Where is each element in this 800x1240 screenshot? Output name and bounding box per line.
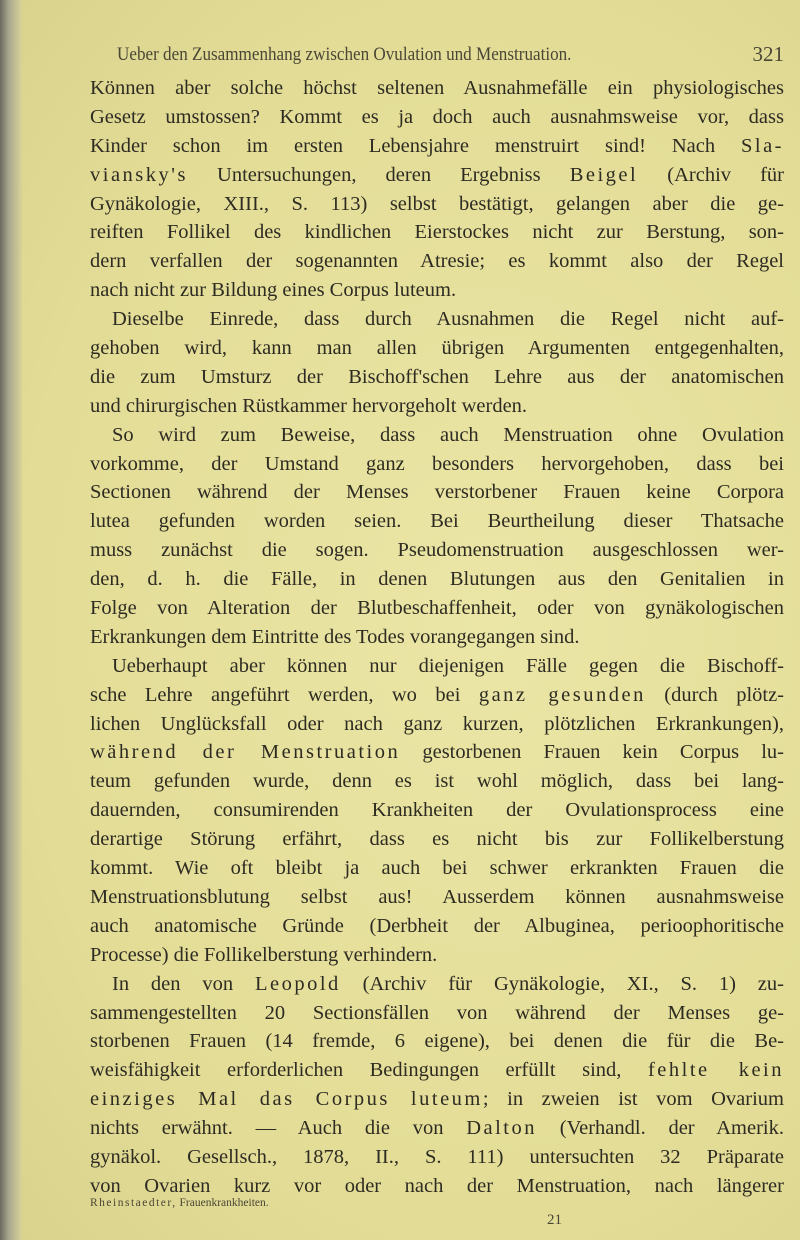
running-title: Ueber den Zusammenhang zwischen Ovulation und Menstruation. [117, 44, 572, 65]
text-line [90, 74, 784, 103]
text-segment: ; in zweien ist vom Ovarium [482, 1088, 784, 1111]
text-segment: Untersuchungen, deren Ergebniss [187, 163, 570, 186]
text-segment: nichts erwähnt. — Auch die von [90, 1117, 467, 1140]
text-line [90, 507, 784, 536]
text-segment: Sectionen während der Menses verstorbener Frauen keine Corpora [90, 481, 784, 504]
text-line [90, 276, 784, 305]
text-line [90, 103, 784, 132]
text-segment: teum gefunden wurde, denn es ist wohl möglich, dass bei lang- [90, 770, 784, 793]
text-segment: gynäkol. Gesellsch., 1878, II., S. 111) untersuchten 32 Präparate [90, 1145, 784, 1168]
text-segment: und chirurgischen Rüstkammer hervorgeholt werden. [90, 394, 528, 417]
text-segment: Kinder schon im ersten Lebensjahre menstruirt sind! Nach [90, 134, 741, 157]
text-line [90, 652, 784, 681]
text-line [90, 161, 784, 190]
text-line [90, 681, 784, 710]
text-line [90, 623, 784, 652]
book-page [22, 0, 800, 1240]
body-text [90, 74, 784, 1201]
text-segment: nach nicht zur Bildung eines Corpus luteum. [90, 279, 457, 302]
text-line [90, 1056, 784, 1085]
running-header [117, 44, 784, 70]
text-segment: In den von [112, 972, 255, 995]
text-segment: Gesetz umstossen? Kommt es ja doch auch ausnahmsweise vor, dass [90, 105, 784, 128]
text-line [90, 594, 784, 623]
book-binding-edge [0, 0, 22, 1240]
text-segment: auch anatomische Gründe (Derbheit der Albuginea, perioophoritische [90, 914, 784, 937]
text-segment: Menstruationsblutung selbst aus! Ausserdem können ausnahmsweise [90, 885, 784, 908]
text-segment: dern verfallen der sogenannten Atresie; es kommt also der Regel [90, 250, 784, 273]
text-segment: Erkrankungen dem Eintritte des Todes vorangegangen sind. [90, 625, 580, 648]
text-line [90, 190, 784, 219]
text-line [90, 1143, 784, 1172]
text-segment: Können aber solche höchst seltenen Ausnahmefälle ein physiologisches [90, 77, 784, 99]
text-segment: von Ovarien kurz vor oder nach der Menstruation, nach längerer [90, 1174, 784, 1197]
text-line [90, 132, 784, 161]
text-segment: weisfähigkeit erforderlichen Bedingungen erfüllt sind, [90, 1059, 648, 1082]
text-segment: dauernden, consumirenden Krankheiten der Ovulationsprocess eine [90, 799, 784, 822]
text-segment: (Archiv für [638, 163, 785, 186]
footer-author: Rheinstaedter, [90, 1197, 177, 1209]
text-segment: kommt. Wie oft bleibt ja auch bei schwer erkrankten Frauen die [90, 857, 784, 880]
text-segment: Gynäkologie, XIII., S. 113) selbst bestätigt, gelangen aber die ge- [90, 192, 784, 215]
text-line [90, 565, 784, 594]
text-line [90, 478, 784, 507]
text-segment: vorkomme, der Umstand ganz besonders hervorgehoben, dass bei [90, 452, 784, 475]
text-line [90, 305, 784, 334]
text-line [90, 738, 784, 767]
text-line [90, 363, 784, 392]
text-line [90, 854, 784, 883]
spaced-emphasis-text: fehlte kein [647, 1059, 784, 1082]
text-segment: (durch plötz- [645, 683, 785, 706]
spaced-emphasis-text: Dalton [466, 1117, 537, 1140]
signature-mark: 21 [547, 1212, 562, 1228]
text-segment: derartige Störung erfährt, dass es nicht bis zur Follikelberstung [90, 828, 784, 851]
text-line [90, 912, 784, 941]
spaced-emphasis-text: Leopold [254, 972, 341, 995]
text-line [90, 247, 784, 276]
text-segment: sche Lehre angeführt werden, wo bei [90, 683, 479, 706]
spaced-emphasis-text: ganz gesunden [478, 683, 646, 706]
text-line [90, 1027, 784, 1056]
text-line [90, 218, 784, 247]
text-segment: (Archiv für Gynäkologie, XI., S. 1) zu- [340, 972, 784, 995]
text-line [90, 883, 784, 912]
text-segment: Folge von Alteration der Blutbeschaffenheit, oder von gynäkologischen [90, 597, 784, 620]
text-segment: storbenen Frauen (14 fremde, 6 eigene), bei denen die für die Be- [90, 1030, 784, 1053]
text-line [90, 710, 784, 739]
text-segment: lutea gefunden worden seien. Bei Beurtheilung dieser Thatsache [90, 510, 784, 533]
spaced-emphasis-text: Sla- [740, 134, 784, 157]
spaced-emphasis-text: einziges Mal das Corpus luteum [90, 1088, 483, 1111]
text-line [90, 421, 784, 450]
text-segment: lichen Unglücksfall oder nach ganz kurzen, plötzlichen Erkrankungen), [90, 712, 784, 735]
page-number: 321 [752, 42, 784, 66]
text-segment: Processe) die Follikelberstung verhindern. [90, 943, 438, 966]
text-line [90, 999, 784, 1028]
text-line [90, 970, 784, 999]
text-segment: muss zunächst die sogen. Pseudomenstruation ausgeschlossen wer- [90, 539, 784, 562]
spaced-emphasis-text: viansky's [90, 163, 188, 186]
text-line [90, 450, 784, 479]
text-segment: (Verhandl. der Amerik. [537, 1117, 784, 1140]
text-line [90, 1114, 784, 1143]
text-line [90, 536, 784, 565]
footer-imprint [90, 1197, 269, 1209]
text-segment: Ueberhaupt aber können nur diejenigen Fälle gegen die Bischoff- [112, 654, 784, 677]
text-line [90, 1085, 784, 1114]
text-line [90, 796, 784, 825]
text-segment: So wird zum Beweise, dass auch Menstruation ohne Ovulation [112, 423, 784, 446]
text-line [90, 392, 784, 421]
text-segment: Dieselbe Einrede, dass durch Ausnahmen die Regel nicht auf- [112, 308, 784, 331]
text-segment: sammengestellten 20 Sectionsfällen von während der Menses ge- [90, 1001, 784, 1024]
text-segment: gestorbenen Frauen kein Corpus lu- [400, 741, 784, 764]
text-line [90, 941, 784, 970]
spaced-emphasis-text: Beigel [569, 163, 639, 186]
spaced-emphasis-text: während der Menstruation [90, 741, 401, 764]
text-line [90, 825, 784, 854]
text-segment: gehoben wird, kann man allen übrigen Argumenten entgegenhalten, [90, 337, 784, 360]
text-line [90, 767, 784, 796]
footer-book-title: Frauenkrankheiten. [176, 1197, 269, 1209]
text-segment: reiften Follikel des kindlichen Eierstockes nicht zur Berstung, son- [90, 221, 784, 244]
text-segment: den, d. h. die Fälle, in denen Blutungen aus den Genitalien in [90, 568, 784, 591]
text-line [90, 334, 784, 363]
text-segment: die zum Umsturz der Bischoff'schen Lehre aus der anatomischen [90, 365, 784, 388]
